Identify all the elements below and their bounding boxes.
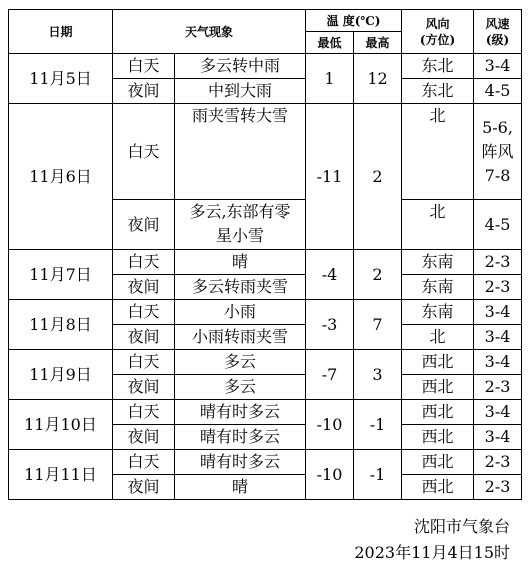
period-cell: 夜间 bbox=[113, 475, 175, 500]
high-temp-cell: -1 bbox=[354, 450, 402, 500]
wind-direction-cell: 北 bbox=[402, 200, 474, 250]
weather-cell: 晴有时多云 bbox=[175, 425, 306, 450]
weather-cell: 多云 bbox=[175, 375, 306, 400]
period-cell: 白天 bbox=[113, 54, 175, 79]
wind-direction-cell: 西北 bbox=[402, 400, 474, 425]
table-row bbox=[9, 104, 522, 200]
weather-cell: 晴 bbox=[175, 250, 306, 275]
weather-cell: 中到大雨 bbox=[175, 79, 306, 104]
high-temp-cell: 3 bbox=[354, 350, 402, 400]
period-cell: 白天 bbox=[113, 250, 175, 275]
header-low: 最低 bbox=[306, 32, 354, 54]
header-wind-direction-sub: (方位) bbox=[419, 32, 456, 47]
low-temp-cell: -3 bbox=[306, 300, 354, 350]
wind-direction-cell: 东北 bbox=[402, 54, 474, 79]
wind-speed-cell: 5-6,阵风7-8 bbox=[474, 104, 522, 200]
table-row bbox=[9, 250, 522, 275]
wind-speed-cell: 3-4 bbox=[474, 350, 522, 375]
table-row bbox=[9, 450, 522, 475]
wind-speed-cell: 4-5 bbox=[474, 79, 522, 104]
forecast-body bbox=[9, 54, 522, 500]
table-row bbox=[9, 54, 522, 79]
low-temp-cell: -10 bbox=[306, 400, 354, 450]
period-cell: 白天 bbox=[113, 300, 175, 325]
wind-direction-cell: 北 bbox=[402, 104, 474, 200]
header-wind-direction bbox=[402, 10, 474, 54]
period-cell: 白天 bbox=[113, 350, 175, 375]
weather-cell: 多云,东部有零星小雪 bbox=[175, 200, 306, 250]
wind-speed-cell: 2-3 bbox=[474, 275, 522, 300]
wind-direction-cell: 东南 bbox=[402, 300, 474, 325]
wind-speed-cell: 3-4 bbox=[474, 300, 522, 325]
weather-cell: 晴有时多云 bbox=[175, 400, 306, 425]
period-cell: 白天 bbox=[113, 104, 175, 200]
weather-cell: 晴 bbox=[175, 475, 306, 500]
date-cell: 11月5日 bbox=[9, 54, 113, 104]
date-cell: 11月8日 bbox=[9, 300, 113, 350]
low-temp-cell: -4 bbox=[306, 250, 354, 300]
low-temp-cell: -10 bbox=[306, 450, 354, 500]
date-cell: 11月7日 bbox=[9, 250, 113, 300]
high-temp-cell: -1 bbox=[354, 400, 402, 450]
weather-cell: 雨夹雪转大雪 bbox=[175, 104, 306, 200]
issuer: 沈阳市气象台 bbox=[413, 517, 510, 536]
period-cell: 夜间 bbox=[113, 79, 175, 104]
wind-speed-cell: 2-3 bbox=[474, 475, 522, 500]
wind-direction-cell: 东南 bbox=[402, 250, 474, 275]
period-cell: 夜间 bbox=[113, 425, 175, 450]
period-cell: 夜间 bbox=[113, 200, 175, 250]
wind-speed-cell: 3-4 bbox=[474, 425, 522, 450]
wind-speed-cell: 2-3 bbox=[474, 250, 522, 275]
date-cell: 11月6日 bbox=[9, 104, 113, 250]
header-wind-speed bbox=[474, 10, 522, 54]
period-cell: 白天 bbox=[113, 400, 175, 425]
header-high: 最高 bbox=[354, 32, 402, 54]
wind-direction-cell: 西北 bbox=[402, 475, 474, 500]
date-cell: 11月9日 bbox=[9, 350, 113, 400]
table-row bbox=[9, 300, 522, 325]
high-temp-cell: 7 bbox=[354, 300, 402, 350]
date-cell: 11月10日 bbox=[9, 400, 113, 450]
wind-speed-cell: 4-5 bbox=[474, 200, 522, 250]
header-wind-direction-label: 风向 bbox=[425, 16, 450, 31]
weather-cell: 小雨 bbox=[175, 300, 306, 325]
weather-cell: 多云转中雨 bbox=[175, 54, 306, 79]
wind-speed-cell: 2-3 bbox=[474, 375, 522, 400]
weather-cell: 多云转雨夹雪 bbox=[175, 275, 306, 300]
table-row bbox=[9, 400, 522, 425]
wind-direction-cell: 东北 bbox=[402, 79, 474, 104]
period-cell: 夜间 bbox=[113, 325, 175, 350]
weather-cell: 多云 bbox=[175, 350, 306, 375]
date-cell: 11月11日 bbox=[9, 450, 113, 500]
forecast-table bbox=[8, 9, 522, 500]
header-date: 日期 bbox=[9, 10, 113, 54]
table-row bbox=[9, 350, 522, 375]
header-weather: 天气现象 bbox=[113, 10, 306, 54]
high-temp-cell: 12 bbox=[354, 54, 402, 104]
wind-speed-cell: 3-4 bbox=[474, 400, 522, 425]
wind-direction-cell: 北 bbox=[402, 325, 474, 350]
wind-speed-cell: 2-3 bbox=[474, 450, 522, 475]
period-cell: 夜间 bbox=[113, 375, 175, 400]
low-temp-cell: -11 bbox=[306, 104, 354, 250]
wind-direction-cell: 西北 bbox=[402, 350, 474, 375]
wind-speed-cell: 3-4 bbox=[474, 54, 522, 79]
low-temp-cell: 1 bbox=[306, 54, 354, 104]
header-temperature: 温 度(℃) bbox=[306, 10, 402, 32]
wind-direction-cell: 东南 bbox=[402, 275, 474, 300]
header-wind-speed-sub: (级) bbox=[485, 32, 510, 47]
issue-time: 2023年11月4日15时 bbox=[354, 543, 510, 562]
wind-direction-cell: 西北 bbox=[402, 425, 474, 450]
weather-cell: 晴有时多云 bbox=[175, 450, 306, 475]
wind-direction-cell: 西北 bbox=[402, 450, 474, 475]
period-cell: 白天 bbox=[113, 450, 175, 475]
low-temp-cell: -7 bbox=[306, 350, 354, 400]
header-wind-speed-label: 风速 bbox=[485, 16, 510, 31]
high-temp-cell: 2 bbox=[354, 250, 402, 300]
wind-speed-cell: 3-4 bbox=[474, 325, 522, 350]
wind-direction-cell: 西北 bbox=[402, 375, 474, 400]
period-cell: 夜间 bbox=[113, 275, 175, 300]
high-temp-cell: 2 bbox=[354, 104, 402, 250]
weather-cell: 小雨转雨夹雪 bbox=[175, 325, 306, 350]
